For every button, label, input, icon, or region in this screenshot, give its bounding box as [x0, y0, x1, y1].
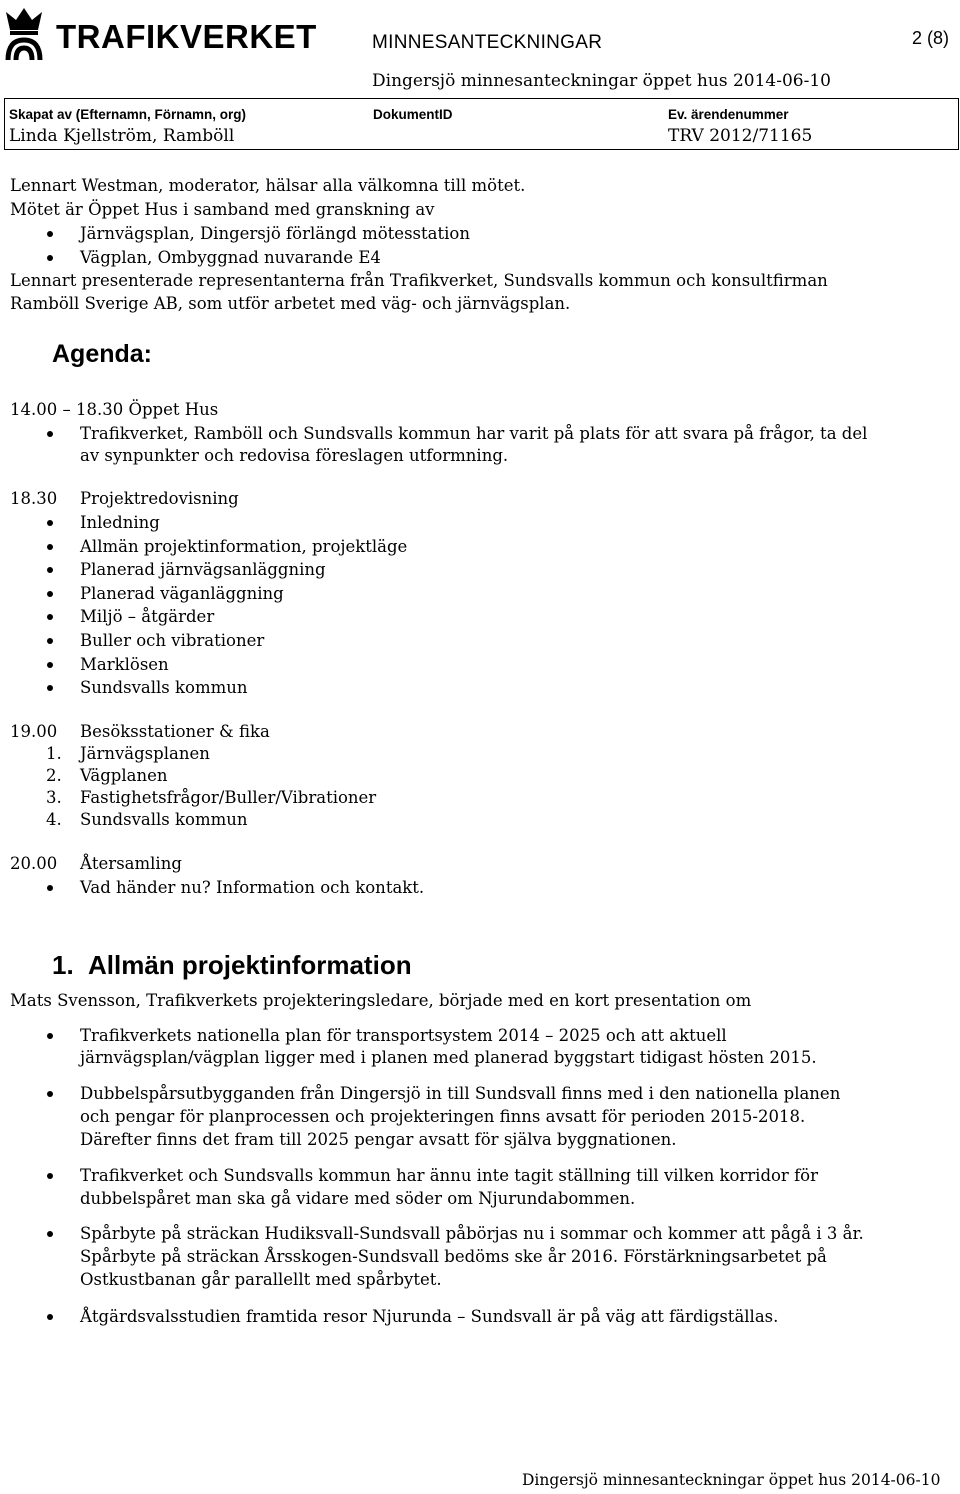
bullet — [47, 544, 53, 550]
section-number: 1. — [52, 950, 74, 980]
section-bullet-line: Trafikverket och Sundsvalls kommun har ännu inte tagit ställning till vilken korridor för — [80, 1166, 818, 1185]
agenda-block1-line2: av synpunkter och redovisa föreslagen utformning. — [80, 446, 509, 465]
bullet — [47, 567, 53, 573]
bullet — [47, 614, 53, 620]
section-title: Allmän projektinformation — [88, 950, 412, 980]
document-subtitle: Dingersjö minnesanteckningar öppet hus 2014-06-10 — [372, 71, 831, 91]
agenda-block1-time: 14.00 – 18.30 Öppet Hus — [10, 400, 219, 419]
intro-welcome: Lennart Westman, moderator, hälsar alla välkomna till mötet. — [10, 176, 526, 195]
section-bullet-line: Spårbyte på sträckan Årsskogen-Sundsvall bedöms ske år 2016. Förstärkningsarbetet på — [80, 1247, 827, 1266]
bullet — [47, 431, 53, 437]
list-number: 1. — [46, 744, 62, 763]
page-footer: Dingersjö minnesanteckningar öppet hus 2014-06-10 — [522, 1471, 941, 1489]
logo-wordmark: TRAFIKVERKET — [56, 18, 317, 55]
list-number: 4. — [46, 810, 62, 829]
intro-paragraph-line2: Ramböll Sverige AB, som utför arbetet med väg- och järnvägsplan. — [10, 294, 571, 313]
agenda-block2-time: 18.30 — [10, 489, 58, 508]
bullet — [47, 1231, 53, 1237]
created-by-value: Linda Kjellström, Ramböll — [9, 126, 235, 146]
section-bullet-line: Spårbyte på sträckan Hudiksvall-Sundsvall påbörjas nu i sommar och kommer att pågå i 3 år. — [80, 1224, 864, 1243]
case-number-value: TRV 2012/71165 — [668, 126, 813, 146]
section-bullet-line: järnvägsplan/vägplan ligger med i planen med planerad byggstart tidigast hösten 2015. — [80, 1048, 817, 1067]
section-bullet-line: och pengar för planprocessen och projekteringen finns avsatt för perioden 2015-2018. — [80, 1107, 806, 1126]
bullet — [47, 885, 53, 891]
agenda-item: Miljö – åtgärder — [80, 607, 215, 626]
trafikverket-logo — [4, 4, 317, 62]
agenda-heading: Agenda: — [52, 340, 152, 368]
bullet — [47, 1091, 53, 1097]
agenda-block2-title: Projektredovisning — [80, 489, 239, 508]
bullet — [47, 1173, 53, 1179]
agenda-item: Sundsvalls kommun — [80, 678, 248, 697]
bullet — [47, 255, 53, 261]
agenda-block4-time: 20.00 — [10, 854, 58, 873]
metadata-table — [4, 98, 959, 150]
agenda-block4-title: Återsamling — [80, 854, 182, 873]
section-intro: Mats Svensson, Trafikverkets projekteringsledare, började med en kort presentation om — [10, 991, 752, 1010]
section-bullet-line: Åtgärdsvalsstudien framtida resor Njurunda – Sundsvall är på väg att färdigställas. — [80, 1307, 779, 1326]
agenda-item: Inledning — [80, 513, 160, 532]
agenda-block3-title: Besöksstationer & fika — [80, 722, 270, 741]
agenda-station: Sundsvalls kommun — [80, 810, 248, 829]
intro-paragraph-line1: Lennart presenterade representanterna från Trafikverket, Sundsvalls kommun och konsultfirman — [10, 271, 828, 290]
agenda-station: Järnvägsplanen — [80, 744, 210, 763]
section-bullet-line: dubbelspåret man ska gå vidare med söder om Njurundabommen. — [80, 1189, 636, 1208]
agenda-item: Marklösen — [80, 655, 169, 674]
section-bullet-line: Därefter finns det fram till 2025 pengar avsatt för själva byggnationen. — [80, 1130, 677, 1149]
page-number: 2 (8) — [912, 28, 950, 48]
intro-bullet-2: Vägplan, Ombyggnad nuvarande E4 — [80, 248, 381, 267]
agenda-station: Fastighetsfrågor/Buller/Vibrationer — [80, 788, 377, 807]
agenda-block3-time: 19.00 — [10, 722, 58, 741]
bullet — [47, 231, 53, 237]
agenda-item: Planerad väganläggning — [80, 584, 284, 603]
list-number: 3. — [46, 788, 62, 807]
bullet — [47, 591, 53, 597]
agenda-item: Buller och vibrationer — [80, 631, 265, 650]
agenda-item: Planerad järnvägsanläggning — [80, 560, 326, 579]
bullet — [47, 638, 53, 644]
created-by-label: Skapat av (Efternamn, Förnamn, org) — [9, 107, 247, 122]
intro-meeting: Mötet är Öppet Hus i samband med granskning av — [10, 200, 435, 219]
section-bullet-line: Trafikverkets nationella plan för transportsystem 2014 – 2025 och att aktuell — [80, 1026, 727, 1045]
document-type: MINNESANTECKNINGAR — [372, 32, 603, 53]
bullet — [47, 520, 53, 526]
section-bullet-line: Dubbelspårsutbygganden från Dingersjö in till Sundsvall finns med i den nationella planen — [80, 1084, 841, 1103]
section-bullet-line: Ostkustbanan går parallellt med spårbytet. — [80, 1270, 442, 1289]
agenda-block4-item: Vad händer nu? Information och kontakt. — [80, 878, 425, 897]
document-id-label: DokumentID — [373, 107, 453, 122]
bullet — [47, 662, 53, 668]
agenda-item: Allmän projektinformation, projektläge — [80, 537, 408, 556]
bullet — [47, 1314, 53, 1320]
bullet — [47, 1033, 53, 1039]
case-number-label: Ev. ärendenummer — [668, 107, 789, 122]
agenda-block1-line1: Trafikverket, Ramböll och Sundsvalls kommun har varit på plats för att svara på frågor, ta del — [80, 424, 868, 443]
intro-bullet-1: Järnvägsplan, Dingersjö förlängd mötesstation — [80, 224, 470, 243]
agenda-station: Vägplanen — [80, 766, 168, 785]
list-number: 2. — [46, 766, 62, 785]
bullet — [47, 685, 53, 691]
